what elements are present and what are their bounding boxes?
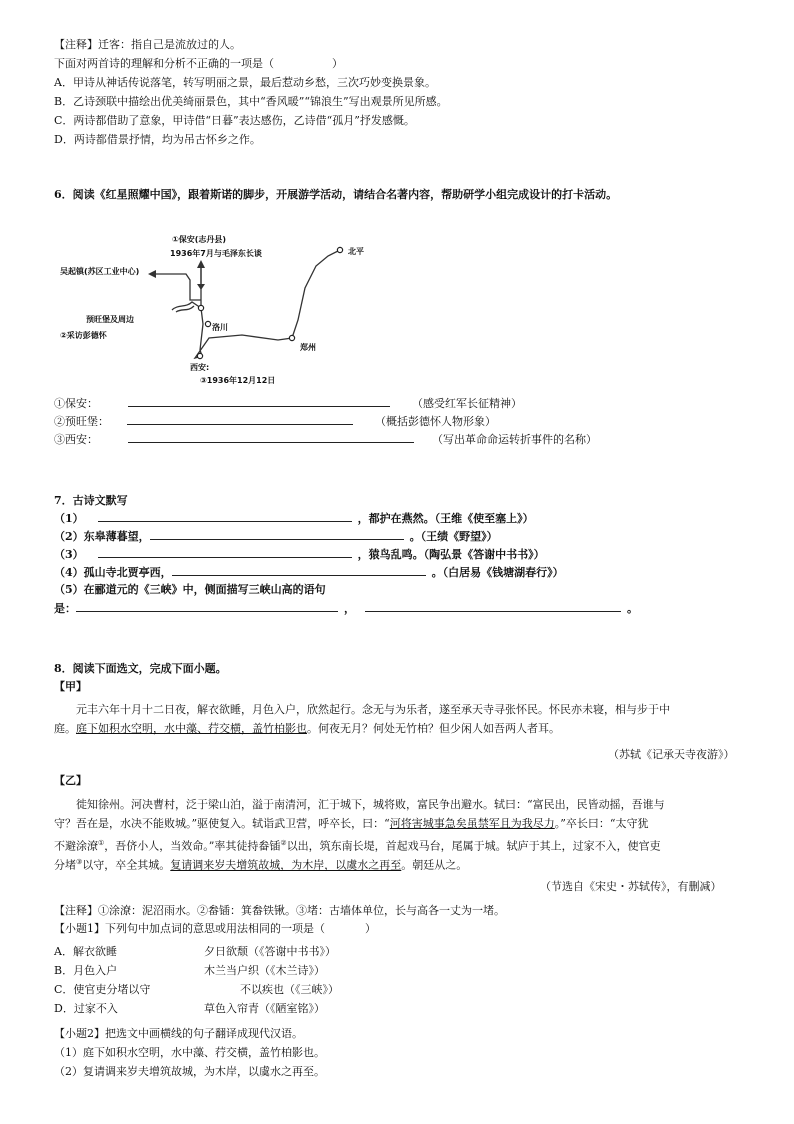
map-label-beiping: 北平 (348, 247, 364, 256)
q7-line-1 (54, 511, 534, 526)
l6a: 是： (54, 602, 76, 615)
underlined-sentence-1: 庭下如积水空明，水中藻、荇交横，盖竹柏影也 (76, 722, 307, 735)
map-label-yuwang: 预旺堡及周边 (86, 315, 134, 324)
subq1-option-a-2: 夕日欲颓（《答谢中书书》） (204, 945, 336, 958)
footnote-3: ③ (76, 858, 83, 866)
l1a: （1） (54, 512, 84, 525)
q7-line-4 (54, 565, 564, 580)
map-label-xian-date: ③1936年12月12日 (200, 376, 276, 385)
answer-blank-1[interactable] (128, 396, 390, 407)
map-label-xian: 西安: (190, 363, 210, 372)
yi-notes: 【注释】①涂潦：泥沼雨水。②畚锸：箕畚铁锹。③堵：古墙体单位，长与高各一丈为一堵。 (54, 904, 505, 917)
q6-row-1 (54, 396, 522, 411)
y2b: 。”卒长曰：“太守犹 (554, 817, 649, 830)
question-stem (54, 57, 343, 71)
q8-title: 8．阅读下面选文，完成下面小题。 (54, 662, 227, 675)
q6-row-3 (54, 432, 597, 447)
oC: C．使官吏分堵以守 (54, 983, 151, 996)
p2a: 庭。 (54, 722, 76, 735)
jia-heading: 【甲】 (54, 680, 87, 693)
subq1-text: 【小题1】下列句中加点词的意思或用法相同的一项是（ (54, 922, 325, 935)
subq1-option-b (54, 964, 117, 978)
oA: A．解衣欲睡 (54, 945, 117, 958)
row3-hint: （写出革命命运转折事件的名称） (432, 433, 597, 446)
y3b: ，吾侪小人，当效命。”率其徒持畚锸 (104, 839, 281, 853)
underlined-sentence-3: 复请调来岁夫增筑故城，为木岸，以虞水之再至 (170, 858, 402, 872)
q7-line-6 (54, 601, 638, 616)
q7-title: 7．古诗文默写 (54, 494, 128, 507)
stem-text: 下面对两首诗的理解和分析不正确的一项是（ (54, 57, 274, 70)
row2-label: ②预旺堡： (54, 415, 109, 428)
option-a: A．甲诗从神话传说落笔，转写明丽之景，最后惹动乡愁，三次巧妙变换景象。 (54, 76, 436, 89)
jia-para-1: 元丰六年十月十二日夜，解衣欲睡，月色入户，欣然起行。念无与为乐者，遂至承天寺寻张怀民。怀民亦未寝，相与步于中 (76, 703, 670, 716)
option-b: B．乙诗颈联中描绘出优美绮丽景色，其中“香风暖”“锦浪生”写出观景所见所感。 (54, 95, 448, 108)
source-1: （苏轼《记承天寺夜游》） (608, 748, 735, 761)
blank-7-5a[interactable] (76, 601, 338, 612)
map-label-peng: ②采访彭德怀 (60, 331, 107, 340)
row2-hint: （概括彭德怀人物形象） (375, 415, 496, 428)
y2a: 守？吾在是，水决不能败城。”驱使复入。轼诣武卫营，呼卒长，曰：“ (54, 817, 390, 830)
yi-para-3 (54, 836, 661, 854)
yi-heading: 【乙】 (54, 774, 87, 787)
node-zhengzhou (289, 335, 294, 340)
node-xian (197, 353, 202, 358)
underlined-sentence-2: 河将害城事急矣虽禁军且为我尽力 (389, 817, 555, 830)
l6b: ， (344, 602, 355, 615)
answer-blank-2[interactable] (127, 414, 353, 425)
blank-7-4[interactable] (172, 565, 426, 576)
q7-line-3 (54, 547, 545, 562)
subq1-end: ） (365, 922, 376, 935)
l4b: 。（白居易《钱塘湖春行》） (431, 566, 564, 579)
yi-para-1: 徙知徐州。河决曹村，泛于梁山泊，溢于南清河，汇于城下，城将败，富民争出避水。轼曰：“富民出，民皆动摇，吾谁与 (76, 798, 665, 811)
l3b: ，猿鸟乱鸣。（陶弘景《答谢中书书》） (357, 548, 545, 561)
translate-2: （2）复请调来岁夫增筑故城，为木岸，以虞水之再至。 (54, 1065, 325, 1078)
row3-label: ③西安： (54, 433, 98, 446)
yi-para-2 (54, 817, 649, 831)
subq1-option-a (54, 945, 117, 959)
map-label-luochuan: 洛川 (212, 323, 228, 332)
subq-1 (54, 922, 376, 936)
option-c: C．两诗都借助了意象，甲诗借“日暮”表达感伤，乙诗借“孤月”抒发感慨。 (54, 114, 415, 127)
note-line: 【注释】迁客：指自己是流放过的人。 (54, 38, 241, 51)
row1-label: ①保安： (54, 397, 98, 410)
arrow-up (197, 260, 205, 268)
l2a: （2）东皋薄暮望， (54, 530, 150, 543)
row1-hint: （感受红军长征精神） (412, 397, 522, 410)
source-2: （节选自《宋史・苏轼传》，有删减） (540, 880, 722, 893)
jia-para-2 (54, 722, 560, 736)
y3a: 不避涂潦 (54, 839, 98, 853)
map-label-zhengzhou: 郑州 (300, 343, 316, 352)
l1b: ，都护在燕然。（王维《使至塞上》） (357, 512, 534, 525)
subq1-option-b-2: 木兰当户织（《木兰诗》） (204, 964, 325, 977)
oD: D．过家不入 (54, 1002, 118, 1015)
blank-7-2[interactable] (150, 529, 404, 540)
route-path-yuwang (172, 302, 201, 312)
subq-2: 【小题2】把选文中画横线的句子翻译成现代汉语。 (54, 1027, 303, 1040)
q7-line-5: （5）在郦道元的《三峡》中，侧面描写三峡山高的语句 (54, 583, 326, 596)
answer-blank-3[interactable] (128, 432, 414, 443)
map-label-baoan: ①保安(志丹县) (172, 235, 227, 244)
q6-title: 6．阅读《红星照耀中国》，跟着斯诺的脚步，开展游学活动，请结合名著内容，帮助研学小组完成设计的打卡活动。 (54, 188, 618, 201)
map-label-baoan-date: 1936年7月与毛泽东长谈 (170, 249, 262, 258)
arrow-left (148, 270, 156, 278)
l2b: 。（王绩《野望》） (409, 530, 498, 543)
oB: B．月色入户 (54, 964, 118, 977)
option-d: D．两诗都借景抒情，均为吊古怀乡之作。 (54, 133, 261, 146)
y3c: 以出，筑东南长堤，首起戏马台，尾属于城。轼庐于其上，过家不入，使官吏 (286, 839, 661, 853)
subq1-option-c-2: 不以疾也（《三峡》） (240, 983, 339, 996)
p2b: 。何夜无月？何处无竹柏？但少闲人如吾两人者耳。 (307, 722, 560, 735)
q6-row-2 (54, 414, 496, 429)
route-path-wuqi (156, 274, 201, 300)
blank-7-1[interactable] (98, 511, 352, 522)
l6c: 。 (627, 602, 638, 615)
subq1-option-d-2: 草色入帘青（《陋室铭》） (204, 1002, 325, 1015)
route-map (60, 228, 364, 388)
node-luochuan (205, 321, 210, 326)
subq1-option-c (54, 983, 150, 997)
blank-7-5b[interactable] (365, 601, 621, 612)
blank-7-3[interactable] (98, 547, 352, 558)
route-path-main (195, 250, 340, 358)
arrow-down (197, 284, 205, 290)
footnote-1: ① (98, 839, 105, 847)
y4c: 。朝廷从之。 (401, 858, 468, 872)
subq1-option-d (54, 1002, 118, 1016)
y4a: 分堵 (54, 858, 76, 872)
stem-end: ） (332, 57, 343, 70)
l3a: （3） (54, 548, 84, 561)
translate-1: （1）庭下如积水空明，水中藻、荇交横，盖竹柏影也。 (54, 1046, 325, 1059)
yi-para-4 (54, 855, 467, 873)
y4b: 以守，卒全其城。 (82, 858, 171, 872)
footnote-2: ② (280, 839, 287, 847)
node-baoan (198, 305, 203, 310)
node-beiping (337, 247, 342, 252)
map-label-wuqi: 吴起镇(苏区工业中心) (60, 267, 140, 276)
l4a: （4）孤山寺北贾亭西， (54, 566, 172, 579)
q7-line-2 (54, 529, 498, 544)
